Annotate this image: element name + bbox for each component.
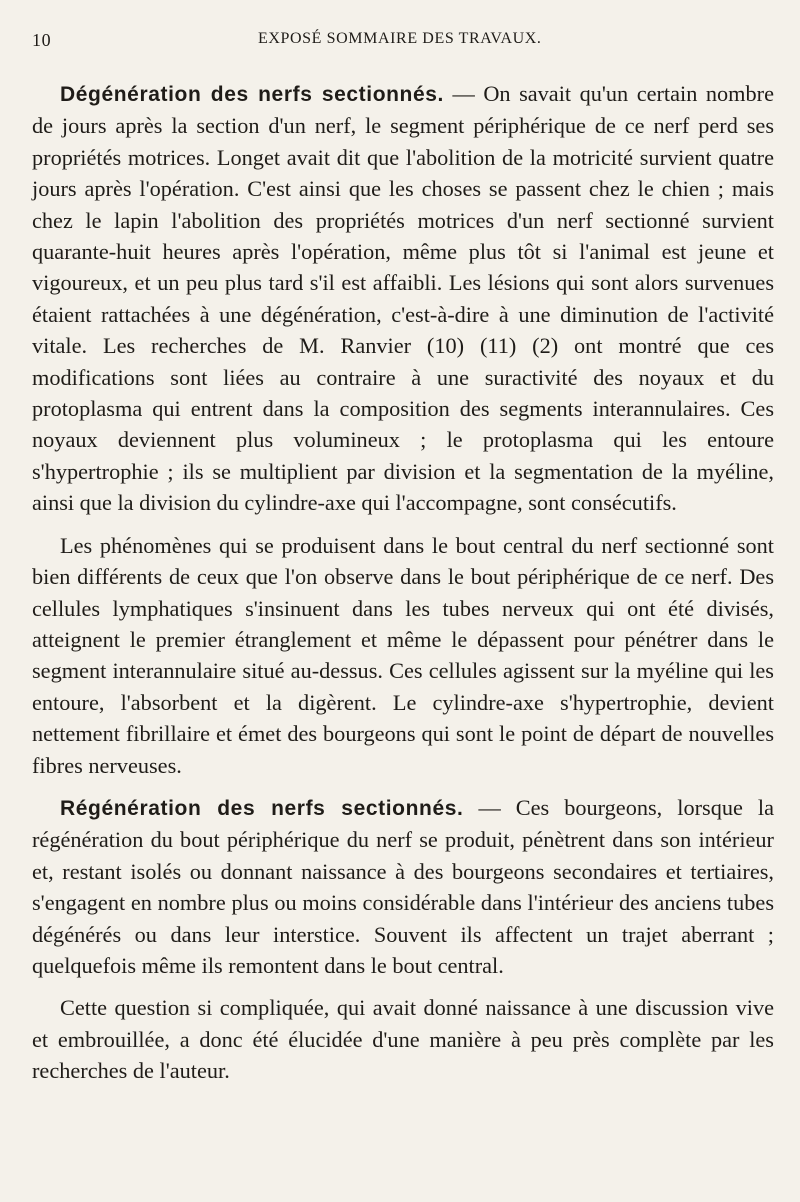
running-title: EXPOSÉ SOMMAIRE DES TRAVAUX. bbox=[258, 30, 542, 47]
page-number: 10 bbox=[32, 30, 52, 50]
conclusion-paragraph: Cette question si compliquée, qui avait donné naissance à une discussion vive et embrouillée, a donc été élucidée d'une manière à peu près complète par les recherches de l'auteur. bbox=[32, 995, 774, 1084]
degeneration-heading: Dégénération des nerfs sectionnés. bbox=[60, 83, 444, 106]
heading-dash: — bbox=[443, 81, 484, 106]
degeneration-text: On savait qu'un certain nombre de jours après la section d'un nerf, le segment périphérique de ce nerf perd ses propriétés motrices. Longet avait dit que l'abolition de la motricité survient quatre jours après l'opération. C'est ainsi que les choses se passent chez le chien ; mais chez le lapin l'abolition des propriétés motrices d'un nerf sectionné survient quarante-huit heures après l'opération, même plus tôt si l'animal est jeune et vigoureux, et un peu plus tard s'il est affaibli. Les lésions qui sont alors survenues étaient rattachées à une dégénération, c'est-à-dire à une diminution de l'activité vitale. Les recherches de M. Ranvier (10) (11) (2) ont montré que ces modifications sont liées au contraire à une suractivité des noyaux et du protoplasma qui entrent dans la composition des segments interannulaires. Ces noyaux deviennent plus volumineux ; le protoplasma qui les entoure s'hypertrophie ; ils se multiplient par division et la segmentation de la myéline, ainsi que la division du cylindre-axe qui l'accompagne, sont consécutifs. bbox=[32, 81, 774, 516]
degeneration-paragraph bbox=[32, 78, 774, 519]
body-text bbox=[32, 78, 774, 1087]
page-header bbox=[32, 20, 774, 48]
central-stump-paragraph: Les phénomènes qui se produisent dans le bout central du nerf sectionné sont bien différents de ceux que l'on observe dans le bout périphérique de ce nerf. Des cellules lymphatiques s'insinuent dans les tubes nerveux qui ont été divisés, atteignent le premier étranglement et même le dépassent pour pénétrer dans le segment interannulaire situé au-dessus. Ces cellules agissent sur la myéline qui les entoure, l'absorbent et la digèrent. Le cylindre-axe s'hypertrophie, devient nettement fibrillaire et émet des bourgeons qui sont le point de départ de nouvelles fibres nerveuses. bbox=[32, 532, 774, 778]
regeneration-heading: Régénération des nerfs sectionnés. bbox=[60, 796, 464, 820]
regeneration-paragraph bbox=[32, 792, 774, 981]
heading-dash: — bbox=[463, 794, 516, 820]
regeneration-text: Ces bourgeons, lorsque la régénération du bout périphérique du nerf se produit, pénètrent dans son intérieur et, restant isolés ou donnant naissance à des bourgeons secondaires et tertiaires, s'engagent en nombre plus ou moins considérable dans l'intérieur des anciens tubes dégénérés ou dans leur interstice. Souvent ils affectent un trajet aberrant ; quelquefois même ils remontent dans le bout central. bbox=[32, 794, 774, 978]
